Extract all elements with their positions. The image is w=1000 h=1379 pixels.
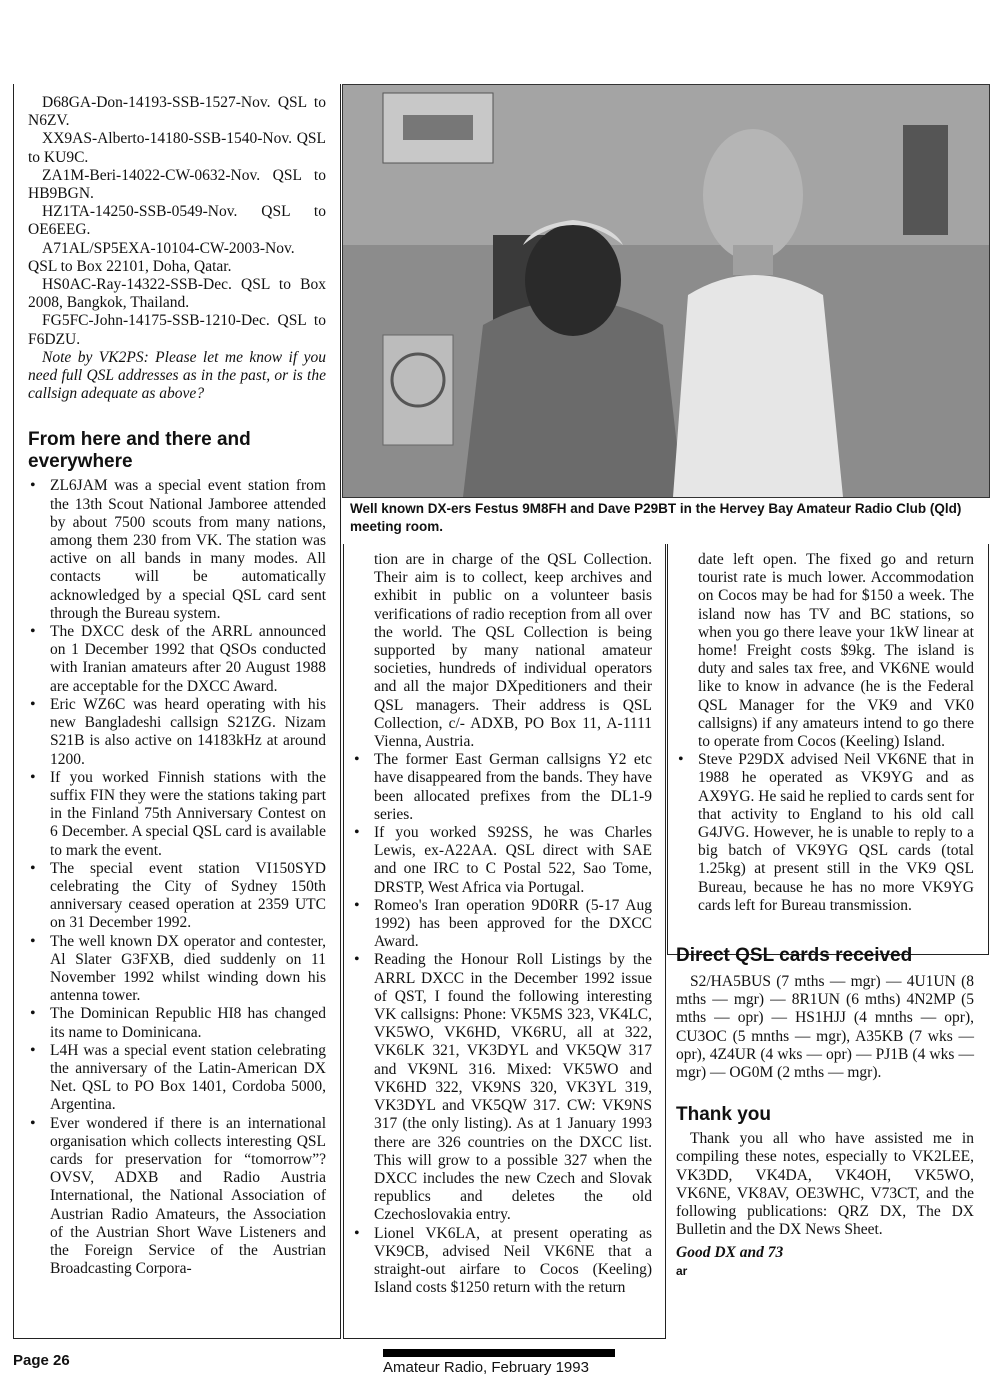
qsl-entry: FG5FC-John-14175-SSB-1210-Dec. QSL to F6DZU. — [28, 312, 326, 348]
continuation-text: date left open. The fixed go and return tourist rate is much lower. Accommodation on Cocos may be had for $150 a week. The island now has TV and BC stations, so when you go there leave your 1kW linear at home! Freight costs $9kg. The island is duty and sales tax free, and VK6NE would like to know in advance (he is the Federal QSL Manager for the VK9 and VK0 callsigns) if any amateurs intend to go there to operate from Cocos (Keeling) Island. — [698, 551, 974, 751]
end-mark: ar — [676, 1263, 688, 1278]
list-item: • Eric WZ6C was heard operating with his new Bangladeshi callsign S21ZG. Nizam S21B is also active on 14183kHz at around 1200. — [28, 696, 326, 769]
column-2 — [352, 551, 652, 1297]
photo-illustration — [343, 85, 989, 497]
column-1 — [28, 94, 326, 1278]
section-heading-thank-you: Thank you — [676, 1104, 772, 1126]
list-item: • The special event station VI150SYD celebrating the City of Sydney 150th anniversary ceased operation at 2359 UTC on 31 December 1992. — [28, 860, 326, 933]
list-item: • ZL6JAM was a special event station from the 13th Scout National Jamboree attended by about 7500 scouts from many nations, among them 230 from VK. The station was active on all bands in many modes. All contacts will be automatically acknowledged by a special QSL card sent through the Bureau system. — [28, 477, 326, 623]
qsl-entry: HS0AC-Ray-14322-SSB-Dec. QSL to Box 2008, Bangkok, Thailand. — [28, 276, 326, 312]
section-heading-from-here: From here and there and everywhere — [28, 429, 251, 473]
thanks-text: Thank you all who have assisted me in compiling these notes, especially to VK2LEE, VK3DD, VK4DA, VK4OH, VK5WO, VK6NE, VK8AV, OE3WHC, V73CT, and the following publications: QRZ DX, The DX Bulletin and the DX News Sheet. — [676, 1130, 974, 1239]
list-item: • Romeo's Iran operation 9D0RR (5-17 Aug 1992) has been approved for the DXCC Award. — [352, 897, 652, 952]
qsl-entry: XX9AS-Alberto-14180-SSB-1540-Nov. QSL to KU9C. — [28, 130, 326, 166]
signoff: Good DX and 73 — [676, 1243, 784, 1261]
qsl-entry: HZ1TA-14250-SSB-0549-Nov. QSL to OE6EEG. — [28, 203, 326, 239]
vk2ps-note: Note by VK2PS: Please let me know if you need full QSL addresses as in the past, or is the callsign adequate as above? — [28, 348, 326, 403]
qsl-entry: ZA1M-Beri-14022-CW-0632-Nov. QSL to HB9BGN. — [28, 166, 326, 203]
section-heading-direct-qsl: Direct QSL cards received — [676, 945, 913, 967]
qsl-entry: A71AL/SP5EXA-10104-CW-2003-Nov. QSL to Box 22101, Doha, Qatar. — [28, 239, 295, 275]
direct-qsl-text: S2/HA5BUS (7 mths — mgr) — 4U1UN (8 mths — mgr) — 8R1UN (6 mths) 4N2MP (5 mths — opr) — HS1HJJ (4 mnths — opr), CU3OC (5 mnths — mgr), A35KB (7 wks — opr), 4Z4UR (4 wks — opr) — PJ1B (4 wks — mgr) — OG0M (2 mths — mgr). — [676, 973, 974, 1082]
list-item: • If you worked S92SS, he was Charles Lewis, ex-A22AA. QSL direct with SAE and one IRC to C Postal 522, Sao Tome, DRSTP, West Africa via Portugal. — [352, 824, 652, 897]
column-3 — [676, 551, 974, 1280]
list-item: • Reading the Honour Roll Listings by the ARRL DXCC in the December 1992 issue of QST, I found the following interesting VK callsigns: Phone: VK5MS 323, VK4LC, VK5WO, VK6HD, VK6RU, all at 322, VK6LK 321, VK3DYL and VK5QW 317 and VK9NL 316. Mixed: VK5WO and VK6HD 322, VK9NS 320, VK3YL 319, VK3DYL and VK5QW 317. CW: VK9NS 317 (the only listing). As at 1 January 1993 there are 326 countries on the DXCC list. This will grow to a possible 327 when the DXCC includes the new Czech and Slovak republics and deletes the old Czechoslovakia entry. — [352, 951, 652, 1224]
news-list-2 — [352, 751, 652, 1297]
publication-footer: Amateur Radio, February 1993 — [383, 1359, 589, 1376]
list-item: • Ever wondered if there is an international organisation which collects interesting QSL cards for preservation for “tomorrow”? OVSV, ADXB and Radio Austria International, the National Association of Austrian Radio Amateurs, the Association of the Austrian Short Wave Listeners and the Foreign Service of the Austrian Broadcasting Corpora- — [28, 1115, 326, 1279]
photo-festus-and-dave — [342, 84, 990, 498]
photo-caption: Well known DX-ers Festus 9M8FH and Dave P29BT in the Hervey Bay Amateur Radio Club (Qld) meeting room. — [350, 501, 962, 534]
qsl-entry: D68GA-Don-14193-SSB-1527-Nov. QSL to N6ZV. — [28, 94, 326, 130]
footer-rule — [383, 1349, 615, 1357]
list-item: • If you worked Finnish stations with the suffix FIN they were the stations taking part in the Finland 75th Anniversary Contest on 6 December. A special QSL card is available to mark the event. — [28, 769, 326, 860]
list-item: • The former East German callsigns Y2 etc have disappeared from the bands. They have been allocated prefixes from the DL1-9 series. — [352, 751, 652, 824]
list-item: • Lionel VK6LA, at present operating as VK9CB, advised Neil VK6NE that a straight-out airfare to Cocos (Keeling) Island costs $1250 return with the return — [352, 1225, 652, 1298]
news-list-1 — [28, 477, 326, 1278]
list-item: • L4H was a special event station celebrating the anniversary of the Latin-American DX Net. QSL to PO Box 1401, Cordoba 5000, Argentina. — [28, 1042, 326, 1115]
list-item: • The Dominican Republic HI8 has changed its name to Dominicana. — [28, 1005, 326, 1041]
continuation-text: tion are in charge of the QSL Collection. Their aim is to collect, keep archives and exhibit in public on a volunteer basis verifications of radio reception from all over the world. The QSL Collection is being supported by many national amateur societies, hundreds of individual operators and all the major DXpeditioners and their QSL managers. Their address is QSL Collection, c/- ADXB, PO Box 11, A-1111 Vienna, Austria. — [374, 551, 652, 751]
list-item: • The DXCC desk of the ARRL announced on 1 December 1992 that QSOs conducted with Iranian amateurs after 20 August 1988 are acceptable for the DXCC Award. — [28, 623, 326, 696]
list-item: • Steve P29DX advised Neil VK6NE that in 1988 he operated as VK9YG and as AX9YG. He said he replied to cards sent for that activity to England to his old call G4JVG. However, he is unable to reply to a big batch of VK9YG QSL cards (total 1.25kg) at present still in the VK9 QSL Bureau, because he has no more VK9YG cards left for Bureau transmission. — [676, 751, 974, 915]
page-number: Page 26 — [13, 1352, 70, 1369]
list-item: • The well known DX operator and contester, Al Slater G3FXB, died suddenly on 11 November 1992 whilst winding down his antenna tower. — [28, 933, 326, 1006]
news-list-3 — [676, 751, 974, 915]
